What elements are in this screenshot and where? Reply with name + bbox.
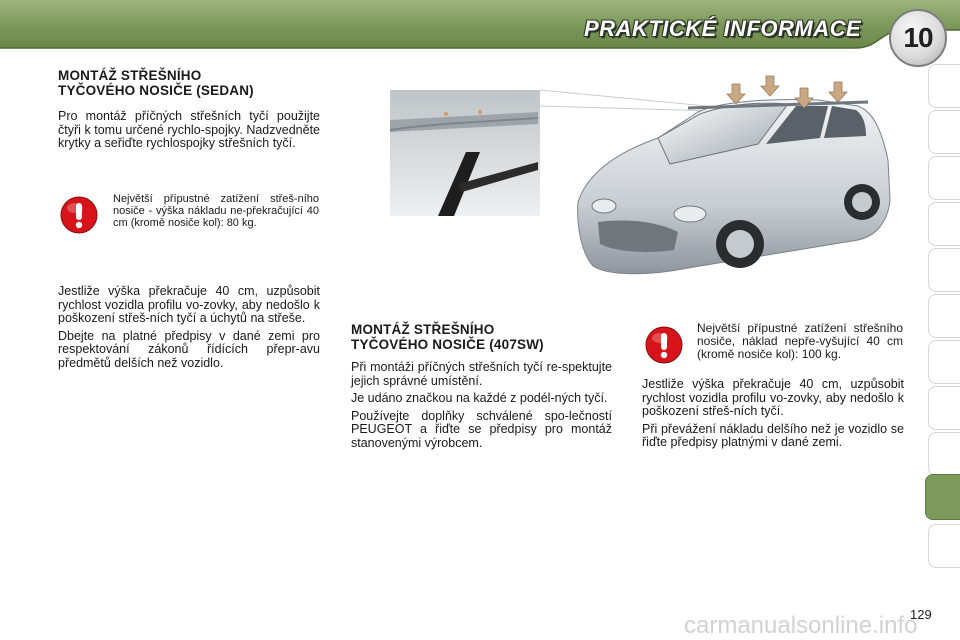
chapter-tab[interactable] xyxy=(928,432,960,476)
exclamation-warning-icon xyxy=(645,326,683,364)
chapter-tab[interactable] xyxy=(928,386,960,430)
chapter-tab[interactable] xyxy=(928,156,960,200)
sedan-paragraph: Jestliže výška překračuje 40 cm, uzpůsobit rychlost vozidla profilu vo-zovky, aby nedošlo k poškození střeš-ních tyčí a úchytů na střeše. xyxy=(58,284,320,325)
chapter-tab[interactable] xyxy=(928,110,960,154)
chapter-tab-strip xyxy=(928,64,960,574)
chapter-tab[interactable] xyxy=(928,202,960,246)
sedan-paragraph: Pro montáž příčných střešních tyčí použijte čtyři k tomu určené rychlo-spojky. Nadzvedněte krytky a seřiďte rychlospojky střešních tyčí. xyxy=(58,109,320,150)
down-arrow-icon xyxy=(761,76,779,96)
car-roof-rack-illustration xyxy=(388,72,918,300)
rail-detail-inset xyxy=(390,90,540,216)
chapter-tab[interactable] xyxy=(928,64,960,108)
chapter-title: PRAKTICKÉ INFORMACE xyxy=(584,16,862,41)
sw-paragraph: Je udáno značkou na každé z podél-ných tyčí. xyxy=(351,391,608,405)
sw-heading-line1: MONTÁŽ STŘEŠNÍHO xyxy=(351,322,495,337)
down-arrow-icon xyxy=(727,84,745,104)
sw-paragraph: Při převážení nákladu delšího než je vozidlo se řiďte předpisy platnými v dané zemi. xyxy=(642,421,904,449)
watermark: carmanualsonline.info xyxy=(684,612,918,639)
chapter-tab[interactable] xyxy=(928,294,960,338)
chapter-tab[interactable] xyxy=(928,248,960,292)
sw-notes xyxy=(642,378,904,450)
sedan-heading-line1: MONTÁŽ STŘEŠNÍHO xyxy=(58,68,202,83)
chapter-number: 10 xyxy=(903,22,933,53)
sedan-warning-text: Největší přípustné zatížení střeš-ního nosiče - výška nákladu ne-překračující 40 cm (kromě nosiče kol): 80 kg. xyxy=(113,193,319,229)
chapter-tab[interactable] xyxy=(928,524,960,568)
exclamation-warning-icon xyxy=(60,196,98,234)
sedan-section xyxy=(58,68,320,151)
sedan-warning-box xyxy=(113,193,319,229)
page-number: 129 xyxy=(910,607,932,622)
sw-warning-box xyxy=(697,322,903,361)
chapter-header xyxy=(0,0,960,58)
sw-paragraph: Při montáži příčných střešních tyčí re-spektujte jejich správné umístění. xyxy=(351,360,612,388)
sw-paragraph: Jestliže výška překračuje 40 cm, uzpůsobit rychlost vozidla profilu vo-zovky, aby nedošlo k poškození střeš-ních tyčí. xyxy=(642,377,904,418)
sedan-section-cont xyxy=(58,285,320,370)
chapter-tab[interactable] xyxy=(928,340,960,384)
sw-paragraph: Používejte doplňky schválené spo-lečností PEUGEOT a řiďte se předpisy pro montáž stanovenými výrobcem. xyxy=(351,408,612,450)
sw-heading-line2: TYČOVÉHO NOSIČE (407SW) xyxy=(351,337,544,352)
sw-section xyxy=(351,322,612,450)
sedan-paragraph: Dbejte na platné předpisy v dané zemi pro respektování zákonů řídících přepr-avu předmětů delších než vozidlo. xyxy=(58,328,320,370)
sedan-heading-line2: TYČOVÉHO NOSIČE (SEDAN) xyxy=(58,83,254,98)
chapter-tab-active[interactable] xyxy=(925,474,960,520)
down-arrow-icon xyxy=(829,82,847,102)
chapter-number-badge xyxy=(889,9,947,67)
sw-warning-text: Největší přípustné zatížení střešního nosiče, náklad nepře-vyšující 40 cm (kromě nosiče kol): 100 kg. xyxy=(697,321,903,361)
